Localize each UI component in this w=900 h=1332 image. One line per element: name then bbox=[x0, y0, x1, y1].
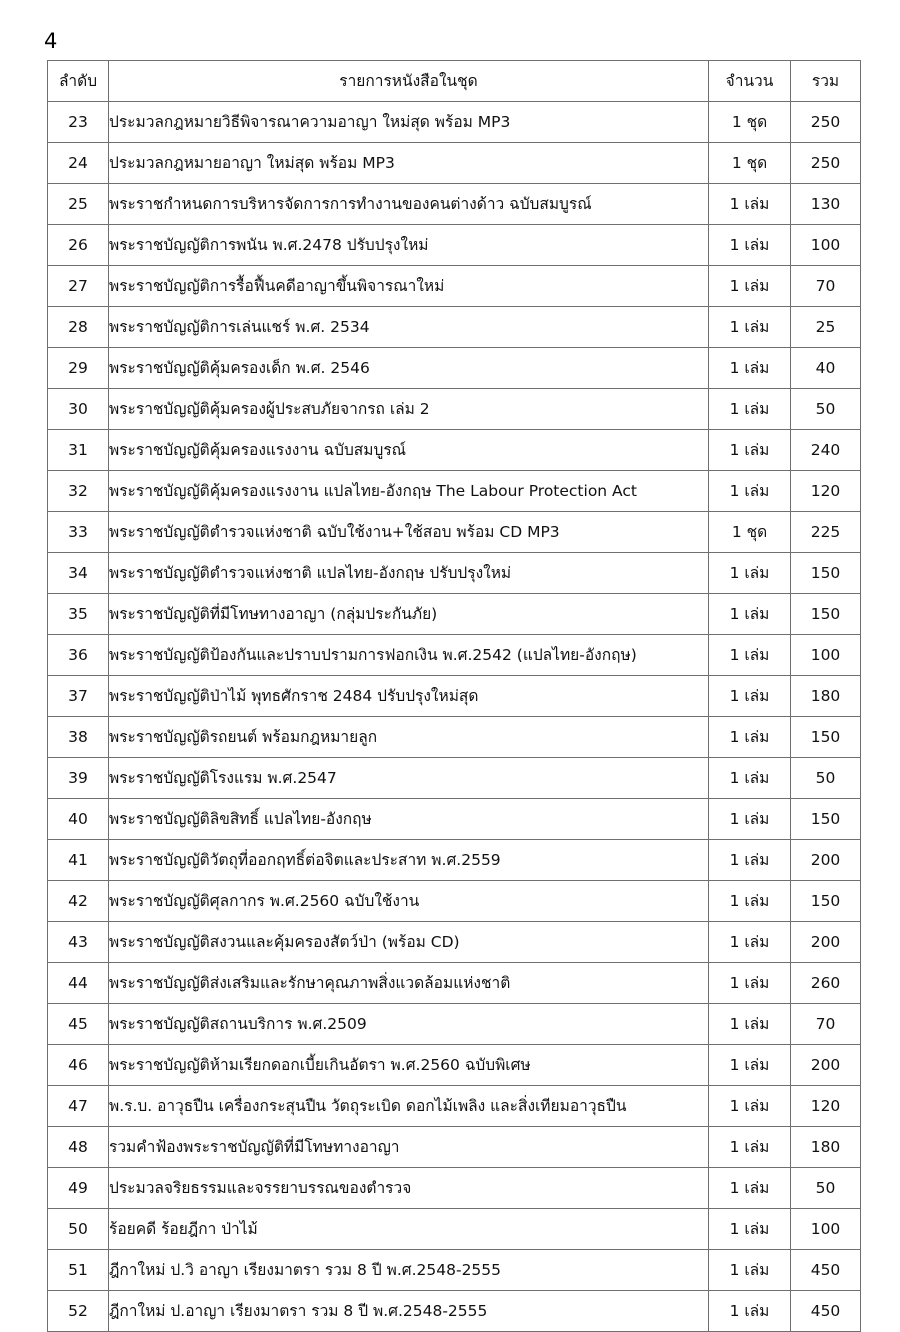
cell-quantity: 1 เล่ม bbox=[709, 266, 791, 307]
column-header-title: รายการหนังสือในชุด bbox=[109, 61, 709, 102]
cell-order: 28 bbox=[48, 307, 109, 348]
cell-title: พระราชบัญญัติการรื้อฟื้นคดีอาญาขึ้นพิจารณาใหม่ bbox=[109, 266, 709, 307]
cell-total: 120 bbox=[791, 471, 861, 512]
cell-total: 70 bbox=[791, 266, 861, 307]
table-row bbox=[48, 635, 861, 676]
cell-title: พระราชบัญญัติป่าไม้ พุทธศักราช 2484 ปรับปรุงใหม่สุด bbox=[109, 676, 709, 717]
cell-total: 25 bbox=[791, 307, 861, 348]
cell-quantity: 1 เล่ม bbox=[709, 881, 791, 922]
cell-total: 225 bbox=[791, 512, 861, 553]
cell-order: 39 bbox=[48, 758, 109, 799]
cell-total: 150 bbox=[791, 594, 861, 635]
table-row bbox=[48, 102, 861, 143]
cell-quantity: 1 เล่ม bbox=[709, 922, 791, 963]
cell-total: 40 bbox=[791, 348, 861, 389]
cell-quantity: 1 เล่ม bbox=[709, 1168, 791, 1209]
cell-title: พระราชบัญญัติรถยนต์ พร้อมกฎหมายลูก bbox=[109, 717, 709, 758]
cell-title: พระราชบัญญัติตำรวจแห่งชาติ แปลไทย-อังกฤษ ปรับปรุงใหม่ bbox=[109, 553, 709, 594]
cell-order: 44 bbox=[48, 963, 109, 1004]
table-header bbox=[48, 61, 861, 102]
table-body bbox=[48, 102, 861, 1332]
cell-title: พระราชกำหนดการบริหารจัดการการทำงานของคนต่างด้าว ฉบับสมบูรณ์ bbox=[109, 184, 709, 225]
table-row bbox=[48, 1127, 861, 1168]
cell-total: 100 bbox=[791, 635, 861, 676]
cell-quantity: 1 เล่ม bbox=[709, 184, 791, 225]
cell-order: 24 bbox=[48, 143, 109, 184]
cell-quantity: 1 เล่ม bbox=[709, 1004, 791, 1045]
cell-order: 34 bbox=[48, 553, 109, 594]
cell-total: 150 bbox=[791, 881, 861, 922]
cell-quantity: 1 เล่ม bbox=[709, 389, 791, 430]
cell-title: พระราชบัญญัติป้องกันและปราบปรามการฟอกเงิน พ.ศ.2542 (แปลไทย-อังกฤษ) bbox=[109, 635, 709, 676]
table-row bbox=[48, 143, 861, 184]
table-row bbox=[48, 1250, 861, 1291]
cell-quantity: 1 เล่ม bbox=[709, 348, 791, 389]
table-row bbox=[48, 758, 861, 799]
cell-quantity: 1 เล่ม bbox=[709, 307, 791, 348]
cell-title: พ.ร.บ. อาวุธปืน เครื่องกระสุนปืน วัตถุระเบิด ดอกไม้เพลิง และสิ่งเทียมอาวุธปืน bbox=[109, 1086, 709, 1127]
cell-total: 200 bbox=[791, 922, 861, 963]
cell-order: 41 bbox=[48, 840, 109, 881]
cell-title: ร้อยคดี ร้อยฎีกา ป่าไม้ bbox=[109, 1209, 709, 1250]
cell-quantity: 1 เล่ม bbox=[709, 225, 791, 266]
cell-title: พระราชบัญญัติสงวนและคุ้มครองสัตว์ป่า (พร้อม CD) bbox=[109, 922, 709, 963]
cell-title: พระราชบัญญัติการพนัน พ.ศ.2478 ปรับปรุงใหม่ bbox=[109, 225, 709, 266]
cell-title: พระราชบัญญัติที่มีโทษทางอาญา (กลุ่มประกันภัย) bbox=[109, 594, 709, 635]
table-row bbox=[48, 963, 861, 1004]
table-row bbox=[48, 348, 861, 389]
cell-quantity: 1 เล่ม bbox=[709, 594, 791, 635]
cell-total: 150 bbox=[791, 553, 861, 594]
cell-quantity: 1 เล่ม bbox=[709, 1127, 791, 1168]
table-row bbox=[48, 1209, 861, 1250]
cell-order: 25 bbox=[48, 184, 109, 225]
cell-order: 23 bbox=[48, 102, 109, 143]
cell-order: 37 bbox=[48, 676, 109, 717]
cell-title: พระราชบัญญัติศุลกากร พ.ศ.2560 ฉบับใช้งาน bbox=[109, 881, 709, 922]
cell-total: 180 bbox=[791, 1127, 861, 1168]
cell-total: 180 bbox=[791, 676, 861, 717]
cell-title: พระราชบัญญัติลิขสิทธิ์ แปลไทย-อังกฤษ bbox=[109, 799, 709, 840]
table-row bbox=[48, 471, 861, 512]
table-row bbox=[48, 840, 861, 881]
cell-total: 240 bbox=[791, 430, 861, 471]
table-row bbox=[48, 1291, 861, 1332]
cell-total: 250 bbox=[791, 102, 861, 143]
cell-title: พระราชบัญญัติห้ามเรียกดอกเบี้ยเกินอัตรา พ.ศ.2560 ฉบับพิเศษ bbox=[109, 1045, 709, 1086]
cell-total: 50 bbox=[791, 389, 861, 430]
cell-quantity: 1 เล่ม bbox=[709, 1250, 791, 1291]
cell-order: 33 bbox=[48, 512, 109, 553]
cell-quantity: 1 เล่ม bbox=[709, 471, 791, 512]
cell-total: 100 bbox=[791, 225, 861, 266]
cell-title: ฎีกาใหม่ ป.วิ อาญา เรียงมาตรา รวม 8 ปี พ.ศ.2548-2555 bbox=[109, 1250, 709, 1291]
table-row bbox=[48, 389, 861, 430]
table-row bbox=[48, 307, 861, 348]
cell-order: 47 bbox=[48, 1086, 109, 1127]
table-header-row bbox=[48, 61, 861, 102]
cell-title: พระราชบัญญัติส่งเสริมและรักษาคุณภาพสิ่งแวดล้อมแห่งชาติ bbox=[109, 963, 709, 1004]
cell-total: 450 bbox=[791, 1250, 861, 1291]
cell-total: 150 bbox=[791, 799, 861, 840]
cell-total: 200 bbox=[791, 840, 861, 881]
cell-title: ฎีกาใหม่ ป.อาญา เรียงมาตรา รวม 8 ปี พ.ศ.2548-2555 bbox=[109, 1291, 709, 1332]
cell-quantity: 1 ชุด bbox=[709, 102, 791, 143]
cell-total: 450 bbox=[791, 1291, 861, 1332]
cell-total: 130 bbox=[791, 184, 861, 225]
table-row bbox=[48, 717, 861, 758]
table-row bbox=[48, 266, 861, 307]
cell-total: 120 bbox=[791, 1086, 861, 1127]
cell-total: 70 bbox=[791, 1004, 861, 1045]
cell-quantity: 1 เล่ม bbox=[709, 430, 791, 471]
table-row bbox=[48, 225, 861, 266]
table-row bbox=[48, 799, 861, 840]
table-row bbox=[48, 922, 861, 963]
cell-total: 250 bbox=[791, 143, 861, 184]
cell-quantity: 1 เล่ม bbox=[709, 758, 791, 799]
cell-total: 50 bbox=[791, 758, 861, 799]
cell-order: 36 bbox=[48, 635, 109, 676]
cell-order: 45 bbox=[48, 1004, 109, 1045]
cell-order: 46 bbox=[48, 1045, 109, 1086]
table-row bbox=[48, 184, 861, 225]
cell-title: ประมวลกฎหมายอาญา ใหม่สุด พร้อม MP3 bbox=[109, 143, 709, 184]
cell-title: พระราชบัญญัติตำรวจแห่งชาติ ฉบับใช้งาน+ใช้สอบ พร้อม CD MP3 bbox=[109, 512, 709, 553]
column-header-total: รวม bbox=[791, 61, 861, 102]
cell-total: 50 bbox=[791, 1168, 861, 1209]
table-row bbox=[48, 1045, 861, 1086]
cell-quantity: 1 เล่ม bbox=[709, 635, 791, 676]
cell-title: พระราชบัญญัติคุ้มครองแรงงาน ฉบับสมบูรณ์ bbox=[109, 430, 709, 471]
cell-total: 260 bbox=[791, 963, 861, 1004]
cell-order: 52 bbox=[48, 1291, 109, 1332]
page-number: 4 bbox=[44, 29, 58, 53]
cell-title: พระราชบัญญัติคุ้มครองผู้ประสบภัยจากรถ เล่ม 2 bbox=[109, 389, 709, 430]
cell-total: 150 bbox=[791, 717, 861, 758]
cell-title: ประมวลจริยธรรมและจรรยาบรรณของตำรวจ bbox=[109, 1168, 709, 1209]
column-header-order: ลำดับ bbox=[48, 61, 109, 102]
cell-title: พระราชบัญญัติคุ้มครองเด็ก พ.ศ. 2546 bbox=[109, 348, 709, 389]
cell-order: 49 bbox=[48, 1168, 109, 1209]
cell-quantity: 1 เล่ม bbox=[709, 717, 791, 758]
cell-order: 38 bbox=[48, 717, 109, 758]
cell-quantity: 1 เล่ม bbox=[709, 963, 791, 1004]
cell-title: พระราชบัญญัติวัตถุที่ออกฤทธิ์ต่อจิตและประสาท พ.ศ.2559 bbox=[109, 840, 709, 881]
cell-quantity: 1 เล่ม bbox=[709, 1291, 791, 1332]
cell-quantity: 1 เล่ม bbox=[709, 1209, 791, 1250]
table-row bbox=[48, 676, 861, 717]
table-row bbox=[48, 594, 861, 635]
cell-title: รวมคำฟ้องพระราชบัญญัติที่มีโทษทางอาญา bbox=[109, 1127, 709, 1168]
cell-title: ประมวลกฎหมายวิธีพิจารณาความอาญา ใหม่สุด พร้อม MP3 bbox=[109, 102, 709, 143]
cell-quantity: 1 ชุด bbox=[709, 512, 791, 553]
table-row bbox=[48, 553, 861, 594]
cell-order: 51 bbox=[48, 1250, 109, 1291]
cell-order: 42 bbox=[48, 881, 109, 922]
cell-title: พระราชบัญญัติโรงแรม พ.ศ.2547 bbox=[109, 758, 709, 799]
table-row bbox=[48, 881, 861, 922]
cell-order: 40 bbox=[48, 799, 109, 840]
cell-order: 35 bbox=[48, 594, 109, 635]
table-row bbox=[48, 512, 861, 553]
cell-title: พระราชบัญญัติสถานบริการ พ.ศ.2509 bbox=[109, 1004, 709, 1045]
column-header-quantity: จำนวน bbox=[709, 61, 791, 102]
cell-order: 31 bbox=[48, 430, 109, 471]
cell-total: 200 bbox=[791, 1045, 861, 1086]
cell-title: พระราชบัญญัติคุ้มครองแรงงาน แปลไทย-อังกฤษ The Labour Protection Act bbox=[109, 471, 709, 512]
cell-order: 32 bbox=[48, 471, 109, 512]
book-list-table bbox=[47, 60, 861, 1332]
table-row bbox=[48, 1004, 861, 1045]
cell-quantity: 1 เล่ม bbox=[709, 1086, 791, 1127]
table-row bbox=[48, 1168, 861, 1209]
cell-order: 26 bbox=[48, 225, 109, 266]
cell-order: 29 bbox=[48, 348, 109, 389]
book-list-table-wrapper bbox=[47, 60, 860, 1332]
table-row bbox=[48, 430, 861, 471]
table-row bbox=[48, 1086, 861, 1127]
cell-title: พระราชบัญญัติการเล่นแชร์ พ.ศ. 2534 bbox=[109, 307, 709, 348]
cell-quantity: 1 เล่ม bbox=[709, 799, 791, 840]
cell-order: 50 bbox=[48, 1209, 109, 1250]
cell-order: 43 bbox=[48, 922, 109, 963]
cell-order: 48 bbox=[48, 1127, 109, 1168]
cell-quantity: 1 ชุด bbox=[709, 143, 791, 184]
cell-quantity: 1 เล่ม bbox=[709, 1045, 791, 1086]
cell-quantity: 1 เล่ม bbox=[709, 676, 791, 717]
cell-quantity: 1 เล่ม bbox=[709, 840, 791, 881]
cell-order: 30 bbox=[48, 389, 109, 430]
cell-total: 100 bbox=[791, 1209, 861, 1250]
cell-quantity: 1 เล่ม bbox=[709, 553, 791, 594]
cell-order: 27 bbox=[48, 266, 109, 307]
